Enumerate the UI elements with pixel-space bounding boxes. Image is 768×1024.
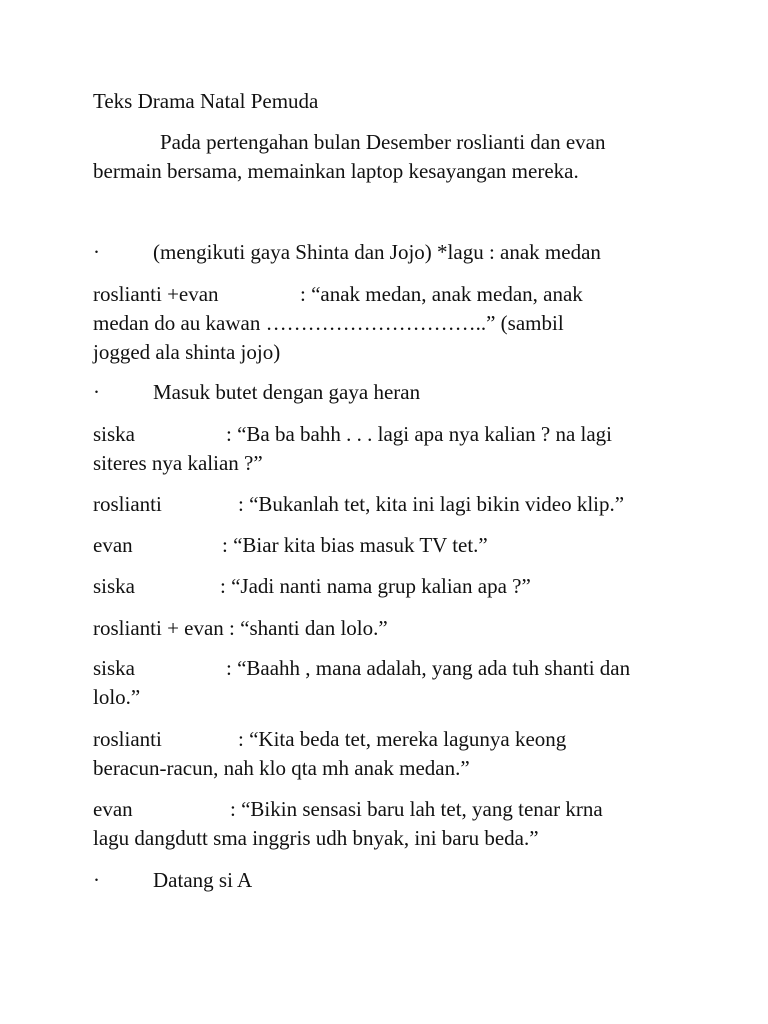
dialogue-2-line-2: siteres nya kalian ?” — [93, 451, 263, 475]
dialogue-7 — [93, 654, 693, 683]
speaker-name: siska — [93, 574, 135, 598]
speaker-name: siska — [93, 656, 135, 680]
speaker-name: siska — [93, 422, 135, 446]
dialogue-9-line-2: lagu dangdutt sma inggris udh bnyak, ini baru beda.” — [93, 826, 539, 850]
intro-line-1: Pada pertengahan bulan Desember roslianti dan evan — [160, 130, 606, 154]
dialogue-9 — [93, 795, 693, 824]
dialogue-7-line-2: lolo.” — [93, 685, 141, 709]
stage-direction-1 — [93, 238, 693, 267]
stage-direction-3 — [93, 866, 693, 895]
stage-direction-2 — [93, 378, 693, 407]
dialogue-text: : “anak medan, anak medan, anak — [300, 282, 583, 306]
speaker-name: roslianti +evan — [93, 282, 219, 306]
dialogue-4 — [93, 531, 693, 560]
dialogue-5 — [93, 572, 693, 601]
dialogue-text: : “Baahh , mana adalah, yang ada tuh shanti dan — [226, 656, 631, 680]
dialogue-3 — [93, 490, 693, 519]
dialogue-6: roslianti + evan : “shanti dan lolo.” — [93, 616, 388, 640]
intro-line-2: bermain bersama, memainkan laptop kesayangan mereka. — [93, 159, 579, 183]
dialogue-8-line-2: beracun-racun, nah klo qta mh anak medan.” — [93, 756, 470, 780]
dialogue-text: : “Ba ba bahh . . . lagi apa nya kalian ? na lagi — [226, 422, 613, 446]
intro-paragraph — [93, 128, 693, 157]
dialogue-8 — [93, 725, 693, 754]
speaker-name: evan — [93, 797, 133, 821]
dialogue-text: : “Bikin sensasi baru lah tet, yang tenar krna — [230, 797, 603, 821]
stage-direction-text: Datang si A — [153, 868, 253, 892]
dialogue-1 — [93, 280, 693, 309]
dialogue-1-line-2: medan do au kawan …………………………..” (sambil — [93, 311, 564, 335]
dialogue-2 — [93, 420, 693, 449]
dialogue-text: : “Kita beda tet, mereka lagunya keong — [238, 727, 567, 751]
dialogue-text: : “Jadi nanti nama grup kalian apa ?” — [220, 574, 531, 598]
bullet-symbol: · — [93, 868, 100, 892]
dialogue-text: : “Bukanlah tet, kita ini lagi bikin video klip.” — [238, 492, 625, 516]
speaker-name: roslianti — [93, 492, 162, 516]
bullet-symbol: · — [93, 240, 100, 264]
stage-direction-text: (mengikuti gaya Shinta dan Jojo) *lagu : anak medan — [153, 240, 601, 264]
document-title: Teks Drama Natal Pemuda — [93, 89, 319, 113]
speaker-name: roslianti — [93, 727, 162, 751]
bullet-symbol: · — [93, 380, 100, 404]
stage-direction-text: Masuk butet dengan gaya heran — [153, 380, 421, 404]
dialogue-1-line-3: jogged ala shinta jojo) — [93, 340, 281, 364]
dialogue-text: : “Biar kita bias masuk TV tet.” — [222, 533, 488, 557]
speaker-name: evan — [93, 533, 133, 557]
